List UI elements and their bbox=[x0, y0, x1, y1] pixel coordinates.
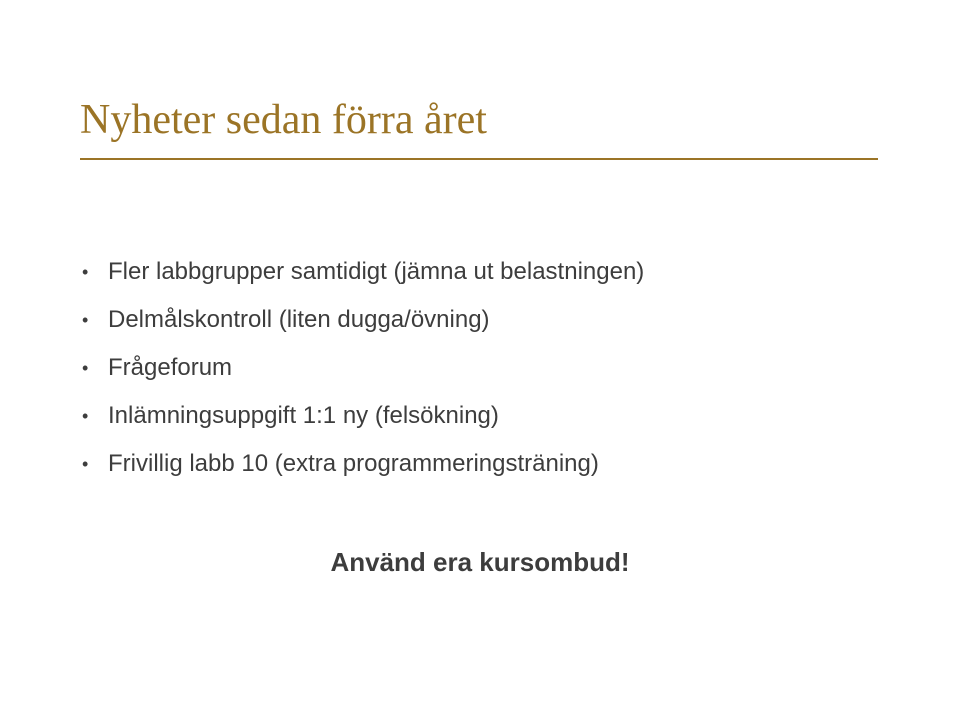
bullet-item bbox=[80, 392, 644, 440]
callout-text: Använd era kursombud! bbox=[330, 547, 630, 577]
title-divider bbox=[80, 158, 878, 160]
bullet-text: Fler labbgrupper samtidigt (jämna ut belastningen) bbox=[108, 258, 645, 285]
bullet-item bbox=[80, 248, 644, 296]
bullet-list bbox=[80, 248, 644, 488]
bullet-item bbox=[80, 440, 644, 488]
bullet-text: Frågeforum bbox=[108, 354, 233, 381]
bullet-dot-icon: • bbox=[82, 454, 89, 474]
slide-title: Nyheter sedan förra året bbox=[80, 97, 487, 143]
bullet-dot-icon: • bbox=[82, 406, 89, 426]
bullet-text: Delmålskontroll (liten dugga/övning) bbox=[108, 306, 490, 333]
bullet-dot-icon: • bbox=[82, 310, 89, 330]
bullet-text: Inlämningsuppgift 1:1 ny (felsökning) bbox=[108, 402, 499, 429]
bullet-dot-icon: • bbox=[82, 262, 89, 282]
bullet-item bbox=[80, 344, 644, 392]
bullet-item bbox=[80, 296, 644, 344]
bullet-dot-icon: • bbox=[82, 358, 89, 378]
bullet-text: Frivillig labb 10 (extra programmeringsträning) bbox=[108, 450, 599, 477]
